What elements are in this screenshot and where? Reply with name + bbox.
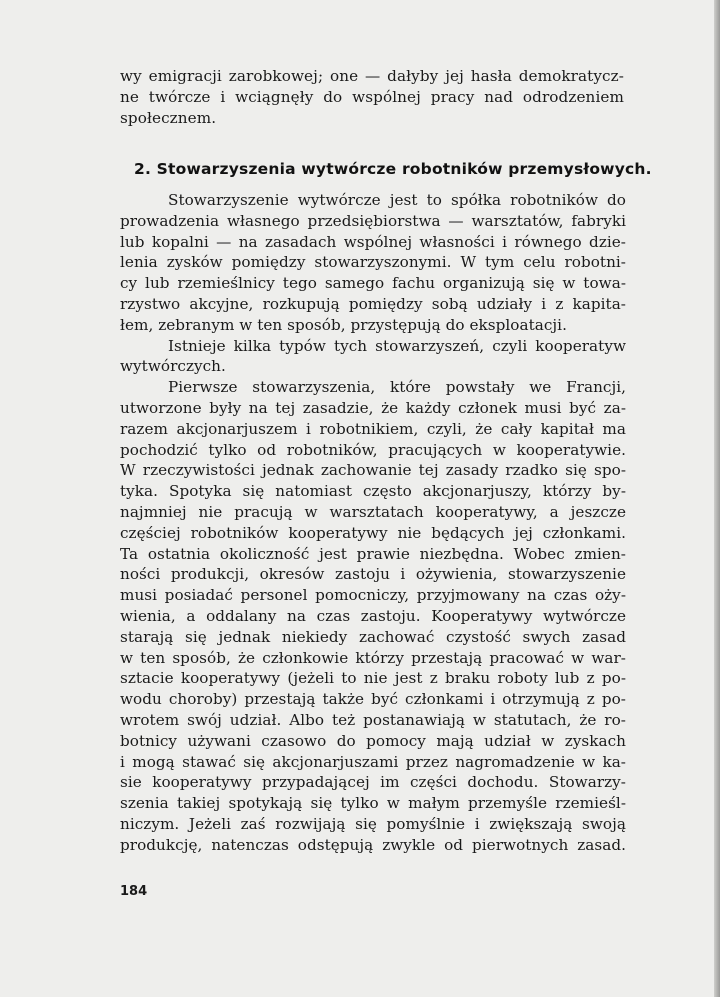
body-line: tyka. Spotyka się natomiast często akcjonarjuszy, którzy by-: [120, 482, 626, 501]
body-line: pochodzić tylko od robotników, pracujących w kooperatywie.: [120, 440, 626, 459]
body-line: produkcję, natenczas odstępują zwykle od pierwotnych zasad.: [120, 835, 626, 854]
body-line: W rzeczywistości jednak zachowanie tej zasady rzadko się spo-: [120, 461, 626, 480]
body-line: częściej robotników kooperatywy nie będących jej członkami.: [120, 523, 626, 542]
body-line: sztacie kooperatywy (jeżeli to nie jest z braku roboty lub z po-: [120, 669, 626, 688]
body-line: lenia zysków pomiędzy stowarzyszonymi. W tym celu robotni-: [120, 253, 626, 272]
body-line: w ten sposób, że członkowie którzy przestają pracować w war-: [120, 648, 626, 667]
page-edge-shadow: [714, 0, 720, 997]
intro-paragraph: [120, 66, 624, 128]
body-line: wodu choroby) przestają także być członkami i otrzymują z po-: [120, 690, 626, 709]
body-line: starają się jednak niekiedy zachować czystość swych zasad: [120, 627, 626, 646]
body-line: Ta ostatnia okoliczność jest prawie niezbędna. Wobec zmien-: [120, 544, 626, 563]
body-line: razem akcjonarjuszem i robotnikiem, czyli, że cały kapitał ma: [120, 419, 626, 438]
body-line: sie kooperatywy przypadającej im części dochodu. Stowarzy-: [120, 773, 626, 792]
body-line: prowadzenia własnego przedsiębiorstwa — warsztatów, fabryki: [120, 211, 626, 230]
body-line: Istnieje kilka typów tych stowarzyszeń, czyli kooperatyw: [168, 336, 626, 355]
page-number: 184: [120, 884, 148, 899]
section-heading: 2. Stowarzyszenia wytwórcze robotników przemysłowych.: [134, 160, 652, 178]
body-line: i mogą stawać się akcjonarjuszami przez nagromadzenie w ka-: [120, 752, 626, 771]
body-line: wytwórczych.: [120, 357, 226, 376]
intro-line: wy emigracji zarobkowej; one — dałyby jej hasła demokratycz-: [120, 67, 624, 85]
body-line: niczym. Jeżeli zaś rozwijają się pomyślnie i zwiększają swoją: [120, 814, 626, 833]
section-body: [120, 190, 626, 856]
body-line: Pierwsze stowarzyszenia, które powstały we Francji,: [168, 378, 626, 397]
body-line: utworzone były na tej zasadzie, że każdy członek musi być za-: [120, 398, 626, 417]
body-line: lub kopalni — na zasadach wspólnej własności i równego dzie-: [120, 232, 626, 251]
body-line: botnicy używani czasowo do pomocy mają udział w zyskach: [120, 731, 626, 750]
body-line: rzystwo akcyjne, rozkupują pomiędzy sobą udziały i z kapita-: [120, 294, 626, 313]
body-line: ności produkcji, okresów zastoju i ożywienia, stowarzyszenie: [120, 565, 626, 584]
body-line: cy lub rzemieślnicy tego samego fachu organizują się w towa-: [120, 274, 626, 293]
body-line: musi posiadać personel pomocniczy, przyjmowany na czas oży-: [120, 586, 626, 605]
body-line: łem, zebranym w ten sposób, przystępują do eksploatacji.: [120, 315, 567, 334]
intro-line: społecznem.: [120, 108, 217, 127]
body-line: wrotem swój udział. Albo też postanawiają w statutach, że ro-: [120, 710, 626, 729]
body-line: szenia takiej spotykają się tylko w małym przemyśle rzemieśl-: [120, 794, 626, 813]
body-line: wienia, a oddalany na czas zastoju. Kooperatywy wytwórcze: [120, 606, 626, 625]
body-line: najmniej nie pracują w warsztatach kooperatywy, a jeszcze: [120, 502, 626, 521]
body-line: Stowarzyszenie wytwórcze jest to spółka robotników do: [168, 191, 626, 209]
intro-line: ne twórcze i wciągnęły do wspólnej pracy nad odrodzeniem: [120, 87, 624, 106]
